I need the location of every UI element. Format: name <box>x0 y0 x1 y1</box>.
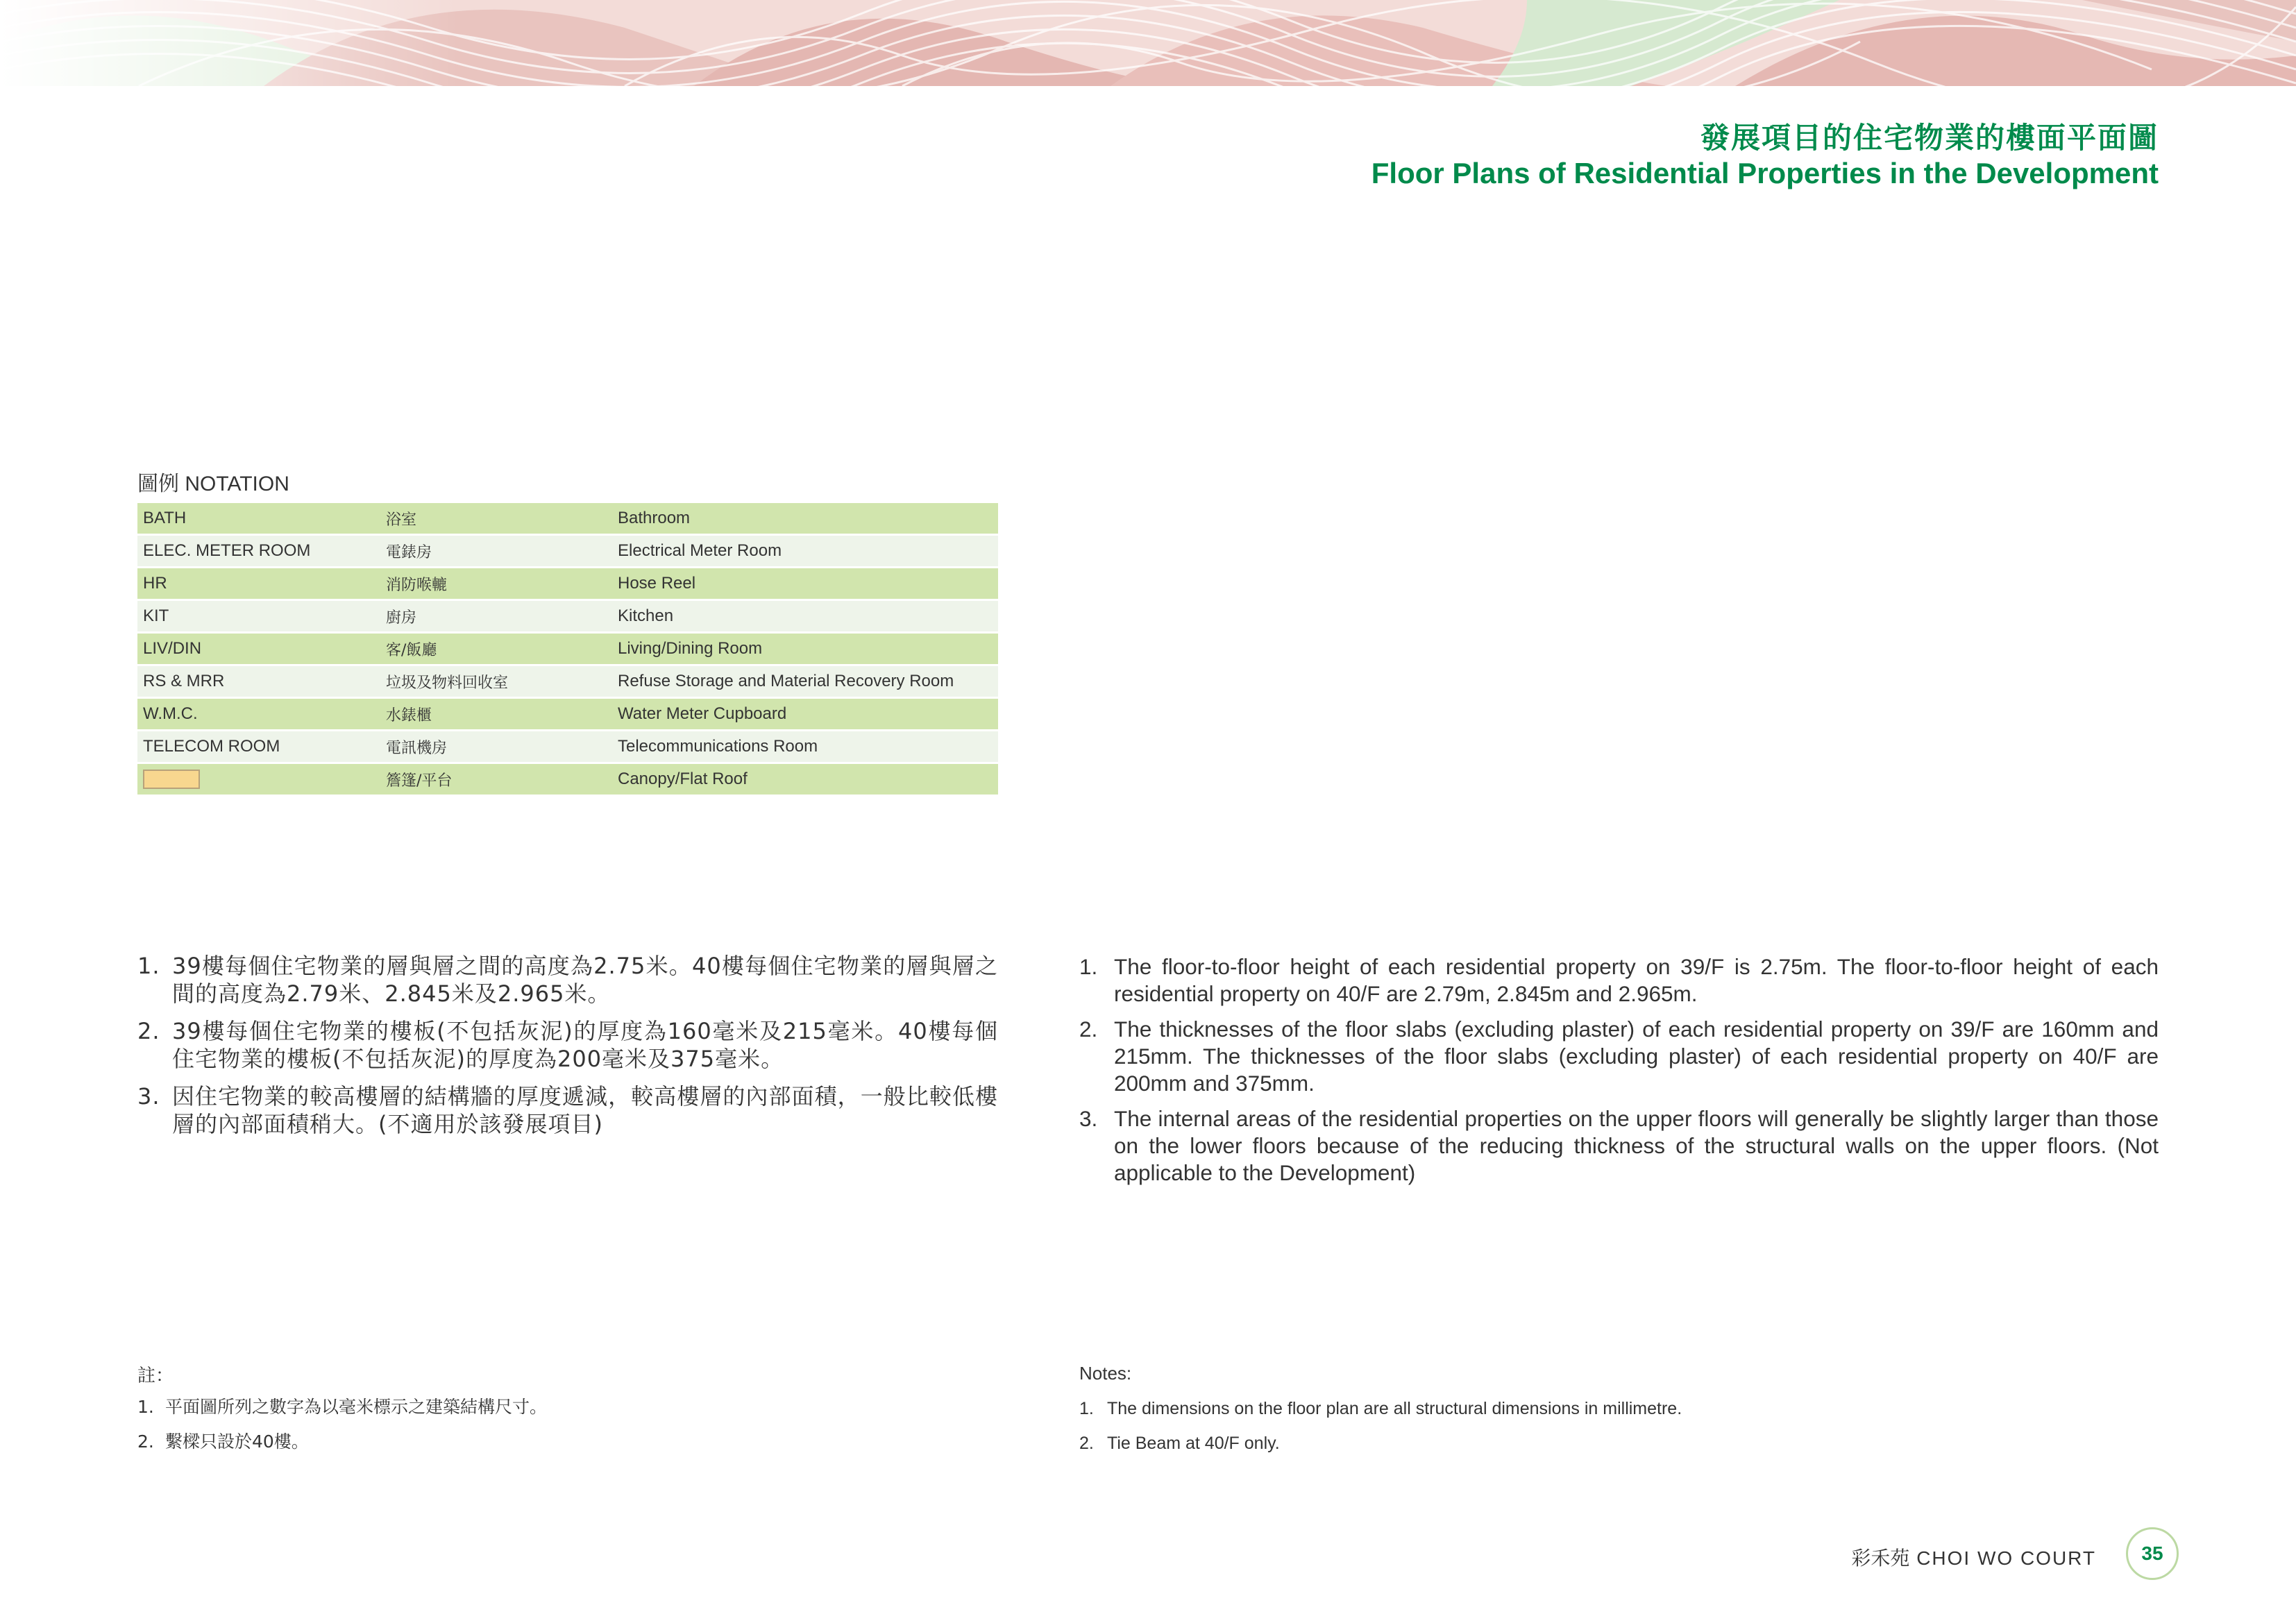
table-row <box>137 536 998 566</box>
notation-zh: 浴室 <box>380 503 612 534</box>
notation-en: Kitchen <box>612 601 998 631</box>
notation-zh: 電錶房 <box>380 536 612 566</box>
list-item-number: 1. <box>1079 954 1098 979</box>
footer-development-name <box>1851 1543 2096 1571</box>
list-item-text: 平面圖所列之數字為以毫米標示之建築結構尺寸。 <box>165 1397 548 1417</box>
notation-code: W.M.C. <box>137 699 380 729</box>
list-item <box>137 1425 547 1459</box>
notation-en: Living/Dining Room <box>612 634 998 664</box>
notes-list-en <box>1079 1391 1682 1461</box>
notation-heading <box>137 466 289 497</box>
page-number: 35 <box>2126 1527 2179 1580</box>
list-item <box>137 1017 998 1073</box>
list-item-text: The internal areas of the residential properties on the upper floors will generally be slightly larger than those on the lower floors because of the reducing thickness of the structural walls on the upper floors. (Not applicable to the Development) <box>1114 1106 2159 1185</box>
notation-code: TELECOM ROOM <box>137 731 380 762</box>
notation-code: ELEC. METER ROOM <box>137 536 380 566</box>
table-row <box>137 601 998 631</box>
decorative-wave-banner <box>0 0 2296 86</box>
notation-en: Electrical Meter Room <box>612 536 998 566</box>
notation-zh: 客/飯廳 <box>380 634 612 664</box>
list-item-number: 2. <box>1079 1017 1098 1042</box>
notes-list-zh <box>137 1390 547 1459</box>
table-row <box>137 666 998 697</box>
list-item-number: 1. <box>137 1397 154 1417</box>
canopy-swatch <box>143 770 200 789</box>
notation-zh: 電訊機房 <box>380 731 612 762</box>
list-item-text: The thicknesses of the floor slabs (excluding plaster) of each residential property on 39/F are 160mm and 215mm. The thicknesses of the floor slabs (excluding plaster) of each residential property on 40/F are 200mm and 375mm. <box>1114 1017 2159 1096</box>
notation-en: Refuse Storage and Material Recovery Room <box>612 666 998 697</box>
notation-zh: 水錶櫃 <box>380 699 612 729</box>
list-item-text: The dimensions on the floor plan are all structural dimensions in millimetre. <box>1107 1399 1682 1418</box>
footer-name-zh: 彩禾苑 <box>1851 1547 1910 1570</box>
notation-en: Canopy/Flat Roof <box>612 764 998 794</box>
list-item-text: 39樓每個住宅物業的層與層之間的高度為2.75米。40樓每個住宅物業的層與層之間的高度為2.79米、2.845米及2.965米。 <box>172 953 998 1007</box>
list-item <box>137 952 998 1008</box>
table-row <box>137 731 998 762</box>
table-row <box>137 503 998 534</box>
page-title-en: Floor Plans of Residential Properties in the Development <box>1371 157 2159 189</box>
notes-title-en: Notes: <box>1079 1363 1132 1384</box>
list-item-number: 1. <box>137 953 160 979</box>
notation-zh: 廚房 <box>380 601 612 631</box>
notation-table <box>137 501 998 797</box>
list-item-number: 2. <box>1079 1434 1094 1453</box>
list-item <box>1079 953 2159 1008</box>
notation-heading-zh: 圖例 <box>137 472 179 496</box>
table-row <box>137 634 998 664</box>
notation-code: RS & MRR <box>137 666 380 697</box>
list-item-text: Tie Beam at 40/F only. <box>1107 1434 1280 1453</box>
list-item <box>1079 1016 2159 1097</box>
list-item-text: The floor-to-floor height of each residential property on 39/F is 2.75m. The floor-to-floor height of each residential property on 40/F are 2.79m, 2.845m and 2.965m. <box>1114 954 2159 1006</box>
notation-en: Hose Reel <box>612 568 998 599</box>
list-item <box>137 1390 547 1425</box>
notes-title-zh: 註： <box>137 1366 174 1386</box>
notation-code <box>137 764 380 794</box>
list-item-number: 1. <box>1079 1399 1094 1418</box>
list-item <box>137 1082 998 1138</box>
list-item-text: 因住宅物業的較高樓層的結構牆的厚度遞減，較高樓層的內部面積，一般比較低樓層的內部面積稍大。(不適用於該發展項目) <box>172 1083 998 1137</box>
table-row <box>137 764 998 794</box>
table-row <box>137 699 998 729</box>
list-item-number: 2. <box>137 1018 160 1044</box>
list-item-number: 2. <box>137 1431 154 1452</box>
notation-code: HR <box>137 568 380 599</box>
notation-zh: 垃圾及物料回收室 <box>380 666 612 697</box>
notation-code: BATH <box>137 503 380 534</box>
list-item-text: 繫樑只設於40樓。 <box>165 1431 309 1452</box>
table-row <box>137 568 998 599</box>
list-item-number: 3. <box>137 1083 160 1110</box>
notation-en: Telecommunications Room <box>612 731 998 762</box>
notation-zh: 簷篷/平台 <box>380 764 612 794</box>
remarks-list-en <box>1079 953 2159 1195</box>
list-item <box>1079 1105 2159 1187</box>
notation-en: Water Meter Cupboard <box>612 699 998 729</box>
list-item <box>1079 1391 1682 1426</box>
list-item <box>1079 1426 1682 1461</box>
notation-zh: 消防喉轆 <box>380 568 612 599</box>
notation-heading-en: NOTATION <box>185 473 289 495</box>
remarks-list-zh <box>137 952 998 1148</box>
list-item-text: 39樓每個住宅物業的樓板(不包括灰泥)的厚度為160毫米及215毫米。40樓每個住宅物業的樓板(不包括灰泥)的厚度為200毫米及375毫米。 <box>172 1018 998 1072</box>
notation-code: KIT <box>137 601 380 631</box>
page-title-zh: 發展項目的住宅物業的樓面平面圖 <box>1700 121 2159 155</box>
notation-code: LIV/DIN <box>137 634 380 664</box>
footer-name-en: CHOI WO COURT <box>1916 1547 2096 1569</box>
list-item-number: 3. <box>1079 1106 1098 1131</box>
notation-en: Bathroom <box>612 503 998 534</box>
